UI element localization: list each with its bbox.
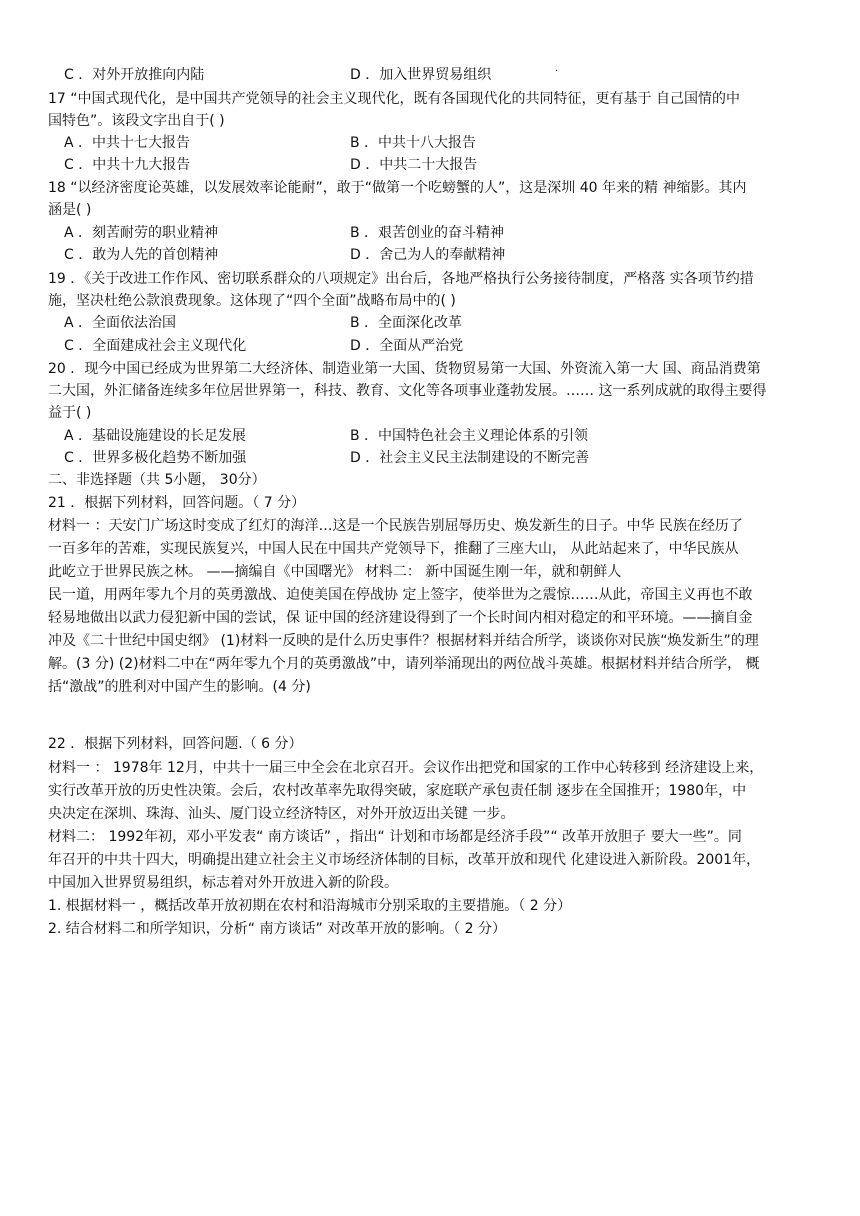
q18-option-c: C ．敢为人先的首创精神 — [64, 247, 219, 263]
q19-option-a: A ．全面依法治国 — [64, 315, 177, 331]
q19-option-c: C ．全面建成社会主义现代化 — [64, 338, 247, 354]
q22-material-line: 材料二： 1992年初，邓小平发表“ 南方谈话” ，指出“ 计划和市场都是经济手段”“ 改革开放胆子 要大一些”。同 — [48, 829, 742, 845]
q18-option-b: B ．艰苦创业的奋斗精神 — [350, 225, 505, 241]
q21-material-line: 材料一 ：天安门广场这时变成了红灯的海洋…这是一个民族告别屈辱历史、焕发新生的日子。中华 民族在经历了 — [48, 518, 743, 534]
q19-stem-line: 施，坚决杜绝公款浪费现象。这体现了“四个全面”战略布局中的( ) — [48, 293, 456, 309]
q17-option-d: D ．中共二十大报告 — [350, 157, 478, 173]
q18-stem-line: 18 “以经济密度论英雄，以发展效率论能耐”，敢于“做第一个吃螃蟹的人”，这是深圳 40 年来的精 神缩影。其内 — [48, 180, 747, 196]
q21-material-line: 轻易地做出以武力侵犯新中国的尝试，保 证中国的经济建设得到了一个长时间内相对稳定的和平环境。——摘自金 — [48, 610, 753, 626]
q20-option-a: A ．基础设施建设的长足发展 — [64, 428, 247, 444]
section-heading: 二、非选择题（共 5小题， 30分） — [48, 472, 266, 488]
q17-option-a: A ．中共十七大报告 — [64, 135, 191, 151]
q21-material-line: 解。(3 分) (2)材料二中在“两年零九个月的英勇激战”中，请列举涌现出的两位战斗英雄。根据材料并结合所学， 概 — [48, 656, 760, 672]
q20-option-c: C ．世界多极化趋势不断加强 — [64, 450, 247, 466]
q22-material-line: 央决定在深圳、珠海、汕头、厦门设立经济特区，对外开放迈出关键 一步。 — [48, 806, 515, 822]
q20-option-d: D ．社会主义民主法制建设的不断完善 — [350, 450, 590, 466]
q22-material-line: 实行改革开放的历史性决策。会后，农村改革率先取得突破，家庭联产承包责任制 逐步在全国推开；1980年，中 — [48, 783, 747, 799]
q20-stem-line: 二大国，外汇储备连续多年位居世界第一，科技、教育、文化等各项事业蓬勃发展。…… 这一系列成就的取得主要得 — [48, 383, 767, 399]
q20-stem-line: 益于( ) — [48, 405, 92, 421]
q19-option-d: D ．全面从严治党 — [350, 338, 464, 354]
q18-option-d: D ．舍己为人的奉献精神 — [350, 247, 506, 263]
q21-title: 21 ．根据下列材料，回答问题。（ 7 分） — [48, 495, 306, 511]
q19-option-b: B ．全面深化改革 — [350, 315, 463, 331]
q22-title: 22 ．根据下列材料，回答问题.（ 6 分） — [48, 736, 303, 752]
q20-option-b: B ．中国特色社会主义理论体系的引领 — [350, 428, 589, 444]
stray-dot: · — [555, 66, 559, 77]
q22-material-line: 年召开的中共十四大，明确提出建立社会主义市场经济体制的目标，改革开放和现代 化建设进入新阶段。2001年， — [48, 852, 761, 868]
q21-material-line: 冲及《二十世纪中国史纲》 (1)材料一反映的是什么历史事件？根据材料并结合所学，谈谈你对民族“焕发新生”的理 — [48, 633, 759, 649]
q18-option-a: A ．刻苦耐劳的职业精神 — [64, 225, 219, 241]
q22-subquestion: 2. 结合材料二和所学知识，分析“ 南方谈话” 对改革开放的影响。（ 2 分） — [48, 921, 507, 937]
q18-stem-line: 涵是( ) — [48, 202, 92, 218]
q19-stem-line: 19 ．《关于改进工作作风、密切联系群众的八项规定》出台后，各地严格执行公务接待制度，严格落 实各项节约措 — [48, 271, 754, 287]
q22-material-line: 中国加入世界贸易组织，标志着对外开放进入新的阶段。 — [48, 875, 398, 891]
q17-option-c: C ．中共十九大报告 — [64, 157, 191, 173]
q21-material-line: 一百多年的苦难，实现民族复兴，中国人民在中国共产党领导下，推翻了三座大山， 从此站起来了，中华民族从 — [48, 541, 739, 557]
q21-material-line: 括“激战”的胜利对中国产生的影响。(4 分) — [48, 679, 311, 695]
q16-option-c: C ．对外开放推向内陆 — [64, 67, 205, 83]
q21-material-line: 民一道，用两年零九个月的英勇激战、迫使美国在停战协 定上签字，使举世为之震惊……从此，帝国主义再也不敢 — [48, 587, 753, 603]
q22-subquestion: 1. 根据材料一 ，概括改革开放初期在农村和沿海城市分别采取的主要措施。（ 2 分） — [48, 898, 572, 914]
q17-stem-line: 国特色”。该段文字出自于( ) — [48, 113, 225, 129]
q21-material-line: 此屹立于世界民族之林。 ——摘编自《中国曙光》 材料二： 新中国诞生刚一年，就和朝鲜人 — [48, 564, 622, 580]
q16-option-d: D ．加入世界贸易组织 — [350, 67, 492, 83]
q22-material-line: 材料一 ： 1978年 12月，中共十一届三中全会在北京召开。会议作出把党和国家的工作中心转移到 经济建设上来， — [48, 760, 764, 776]
q17-option-b: B ．中共十八大报告 — [350, 135, 477, 151]
q20-stem-line: 20 ．现今中国已经成为世界第二大经济体、制造业第一大国、货物贸易第一大国、外资流入第一大 国、商品消费第 — [48, 361, 761, 377]
q17-stem-line: 17 “中国式现代化，是中国共产党领导的社会主义现代化，既有各国现代化的共同特征，更有基于 自己国情的中 — [48, 91, 740, 107]
